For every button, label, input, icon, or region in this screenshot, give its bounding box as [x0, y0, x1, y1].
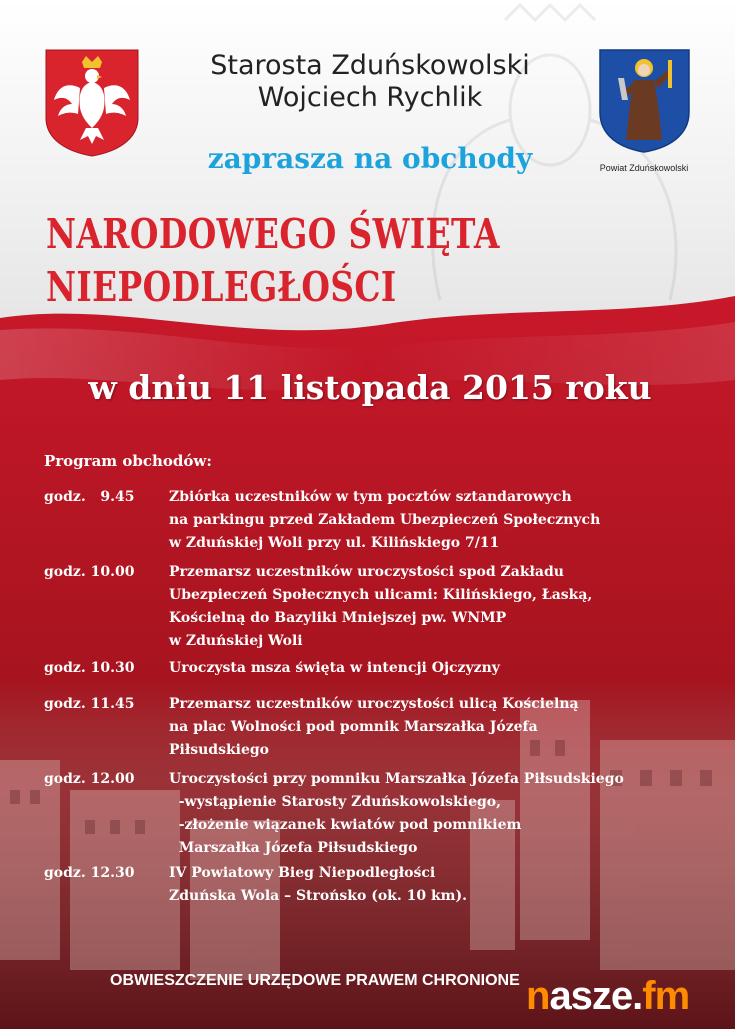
program-item-line: w Zduńskiej Woli — [169, 633, 303, 649]
program-item-time: godz. 12.00 — [44, 771, 135, 787]
program-item-line: Przemarsz uczestników uroczystości spod Zakładu — [169, 564, 564, 580]
program-item-time: godz. 10.30 — [44, 660, 135, 676]
program-item-line: Piłsudskiego — [169, 742, 270, 758]
program-title: Program obchodów: — [44, 452, 212, 470]
program-item-line: -wystąpienie Starosty Zduńskowolskiego, — [169, 794, 501, 810]
event-date: w dniu 11 listopada 2015 roku — [88, 368, 652, 407]
program-item-time: godz. 12.30 — [44, 865, 135, 881]
program-item-text — [169, 693, 729, 762]
polish-eagle-emblem — [44, 48, 140, 158]
program-item-text — [169, 486, 729, 555]
crest-label: Powiat Zduńskowolski — [599, 163, 689, 173]
program-item-line: -złożenie wiązanek kwiatów pod pomnikiem — [169, 817, 522, 833]
program-item-line: Zbiórka uczestników w tym pocztów sztandarowych — [169, 489, 572, 505]
watermark-logo-text: asze. — [549, 974, 643, 1018]
program-item-text — [169, 768, 729, 860]
program-item-line: Kościelną do Bazyliki Mniejszej pw. WNMP — [169, 610, 507, 626]
legal-notice: OBWIESZCZENIE URZĘDOWE PRAWEM CHRONIONE — [110, 972, 520, 989]
program-item-line: IV Powiatowy Bieg Niepodległości — [169, 865, 436, 881]
program-item-line: Marszałka Józefa Piłsudskiego — [169, 840, 418, 856]
program-item-line: Uroczysta msza święta w intencji Ojczyzny — [169, 660, 500, 676]
program-item-line: Uroczystości przy pomniku Marszałka Józefa Piłsudskiego — [169, 771, 624, 787]
program-item-line: w Zduńskiej Woli przy ul. Kilińskiego 7/11 — [169, 535, 500, 551]
watermark-logo-n: n — [526, 974, 550, 1018]
program-item-text — [169, 561, 729, 653]
program-item-line: na parkingu przed Zakładem Ubezpieczeń Społecznych — [169, 512, 601, 528]
event-title-line1: NARODOWEGO ŚWIĘTA — [46, 210, 500, 258]
watermark-logo — [526, 974, 689, 1018]
program-item-text — [169, 862, 729, 908]
organizer-name: Wojciech Rychlik — [257, 82, 483, 113]
program-item-time: godz. 11.45 — [44, 696, 135, 712]
program-item-line: Ubezpieczeń Społecznych ulicami: Kilińskiego, Łaską, — [169, 587, 593, 603]
organizer-title: Starosta Zduńskowolski — [210, 50, 530, 81]
county-crest — [598, 48, 691, 154]
invitation-text: zaprasza na obchody — [207, 142, 533, 175]
program-item-time: godz. 9.45 — [44, 489, 135, 505]
program-item-line: na plac Wolności pod pomnik Marszałka Józefa — [169, 719, 538, 735]
watermark-logo-domain: fm — [642, 974, 690, 1018]
program-item-line: Zduńska Wola – Strońsko (ok. 10 km). — [169, 888, 467, 904]
program-item-time: godz. 10.00 — [44, 564, 135, 580]
program-item-text — [169, 657, 729, 680]
event-title-line2: NIEPODLEGŁOŚCI — [46, 263, 397, 311]
program-item-line: Przemarsz uczestników uroczystości ulicą Kościelną — [169, 696, 579, 712]
